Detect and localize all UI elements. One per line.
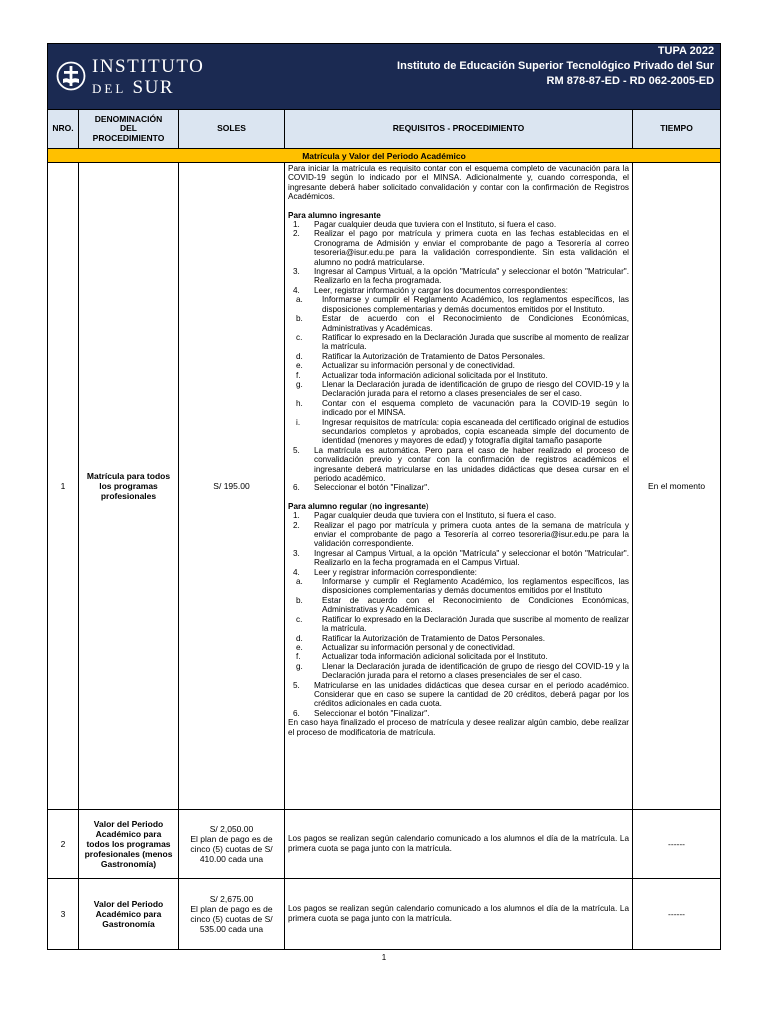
list-item-text: Ingresar al Campus Virtual, a la opción "Matrícula" y seleccionar el botón "Matricular". Realizarlo en la fecha programada. — [314, 267, 629, 286]
procedure-cost — [179, 810, 285, 879]
institute-logo — [56, 56, 216, 98]
table-row — [48, 810, 721, 879]
page-number: 1 — [381, 953, 387, 962]
requirements-intro: Para iniciar la matrícula es requisito contar con el esquema completo de vacunación para la COVID-19 según lo indicado por el MINSA. Adicionalmente y, cuando corresponda, el ingresante deberá haber solicitado convalidación y contar con la confirmación de Registros Académicos. — [288, 164, 629, 202]
list-item — [288, 371, 629, 380]
list-item-marker: e. — [296, 361, 303, 371]
list-item — [288, 380, 629, 399]
procedure-requirements: Los pagos se realizan según calendario comunicado a los alumnos el día de la matrícula. La primera cuota se paga junto con la matrícula. — [285, 810, 633, 879]
list-item-marker: f. — [296, 652, 301, 662]
list-item — [288, 399, 629, 418]
logo-text-del-sur — [92, 77, 174, 99]
list-item — [288, 361, 629, 370]
list-item — [288, 568, 629, 577]
procedure-cost: S/ 195.00 — [179, 163, 285, 810]
cost-detail: El plan de pago es de cinco (5) cuotas de S/ 535.00 cada una — [190, 904, 273, 934]
list-item — [288, 314, 629, 333]
header-institute-name: Instituto de Educación Superior Tecnológico Privado del Sur — [397, 60, 715, 72]
list-item-marker: 3. — [293, 267, 300, 277]
list-item-text: Realizar el pago por matrícula y primera cuota antes de la semana de matrícula y enviar el comprobante de pago a Tesorería al correo tesoreria@isur.edu.pe para la validación correspondiente. — [314, 520, 629, 549]
cross-book-icon — [56, 60, 86, 92]
list-item-text: Seleccionar el botón "Finalizar". — [314, 708, 430, 718]
list-item — [288, 652, 629, 661]
list-item-text: Ingresar al Campus Virtual, a la opción "Matrícula" y seleccionar el botón "Matricular". Realizarlo en la fecha programada en el Campus Virtual. — [314, 548, 629, 568]
list-item — [288, 333, 629, 352]
list-item — [288, 220, 629, 229]
list-item — [288, 662, 629, 681]
row-number: 2 — [48, 810, 79, 879]
list-item-text: Estar de acuerdo con el Reconocimiento de Condiciones Económicas, Administrativas y Académicas. — [322, 314, 629, 333]
procedure-requirements — [285, 163, 633, 810]
table-row — [48, 163, 721, 810]
col-requisitos: REQUISITOS - PROCEDIMIENTO — [285, 110, 633, 149]
list-item — [288, 511, 629, 520]
list-item — [288, 549, 629, 568]
requirements-closing: En caso haya finalizado el proceso de matrícula y desee realizar algún cambio, debe realizar el proceso de modificatoria de matrícula. — [288, 718, 629, 737]
list-item-marker: 3. — [293, 548, 300, 558]
list-item-marker: c. — [296, 614, 303, 624]
list-item — [288, 521, 629, 549]
regular-substeps — [288, 577, 629, 680]
list-item — [288, 267, 629, 286]
list-item-text: Seleccionar el botón "Finalizar". — [314, 483, 430, 493]
list-item — [288, 577, 629, 596]
row-number: 3 — [48, 879, 79, 950]
ingresante-steps — [288, 220, 629, 295]
list-item — [288, 634, 629, 643]
regular-title: Para alumno regular (no ingresante) — [288, 501, 429, 511]
list-item-marker: 1. — [293, 511, 300, 521]
procedure-name: Matrícula para todos los programas profesionales — [79, 163, 179, 810]
list-item-marker: 5. — [293, 680, 300, 690]
logo-text-sur: SUR — [132, 77, 174, 98]
col-soles: SOLES — [179, 110, 285, 149]
list-item-marker: e. — [296, 642, 303, 652]
ingresante-substeps — [288, 295, 629, 446]
list-item-text: Pagar cualquier deuda que tuviera con el Instituto, si fuera el caso. — [314, 511, 557, 521]
list-item-text: Ingresar requisitos de matrícula: copia escaneada del certificado original de estudios secundarios completos y aprobados, copia escaneada simple del documento de identidad (menores y mayores de edad) y fotografía digital tamaño pasaporte — [322, 417, 629, 446]
col-tiempo: TIEMPO — [633, 110, 721, 149]
list-item-marker: 1. — [293, 220, 300, 230]
regular-steps — [288, 511, 629, 577]
cost-amount: S/ 2,050.00 — [209, 824, 254, 834]
ingresante-steps-final — [288, 446, 629, 493]
column-header-row — [48, 110, 721, 149]
list-item-text: Actualizar toda información adicional solicitada por el Instituto. — [322, 370, 548, 380]
list-item — [288, 418, 629, 446]
list-item-text: Ratificar la Autorización de Tratamiento de Datos Personales. — [322, 351, 545, 361]
list-item — [288, 596, 629, 615]
list-item-marker: g. — [296, 379, 303, 389]
list-item-text: Ratificar lo expresado en la Declaración Jurada que suscribe al momento de realizar la matrícula. — [322, 332, 629, 352]
list-item-text: Informarse y cumplir el Reglamento Académico, los reglamentos específicos, las disposiciones complementarias y demás documentos emitidos por el Instituto. — [322, 295, 629, 314]
logo-text-del: DEL — [92, 81, 127, 96]
procedure-time: En el momento — [633, 163, 721, 810]
table-row — [48, 879, 721, 950]
list-item — [288, 681, 629, 709]
list-item-text: Actualizar su información personal y de conectividad. — [322, 361, 515, 371]
header-tupa: TUPA 2022 — [657, 45, 715, 57]
list-item-text: Actualizar toda información adicional solicitada por el Instituto. — [322, 652, 548, 662]
list-item-marker: f. — [296, 370, 301, 380]
list-item-marker: 2. — [293, 520, 300, 530]
list-item — [288, 483, 629, 492]
list-item-text: Ratificar lo expresado en la Declaración Jurada que suscribe al momento de realizar la matrícula. — [322, 614, 629, 634]
list-item-text: Leer y registrar información correspondiente: — [314, 567, 477, 577]
procedure-name: Valor del Periodo Académico para Gastronomía — [79, 879, 179, 950]
list-item-text: Llenar la Declaración jurada de identificación de grupo de riesgo del COVID-19 y la Declaración jurada para el retorno a clases presenciales de ser el caso. — [322, 379, 629, 399]
list-item-marker: c. — [296, 332, 303, 342]
list-item-marker: d. — [296, 351, 303, 361]
list-item-marker: b. — [296, 314, 303, 324]
list-item-marker: 5. — [293, 445, 300, 455]
list-item-text: Leer, registrar información y cargar los documentos correspondientes: — [314, 285, 568, 295]
list-item — [288, 286, 629, 295]
list-item-marker: g. — [296, 661, 303, 671]
list-item-text: Actualizar su información personal y de conectividad. — [322, 642, 515, 652]
list-item-text: Matricularse en las unidades didácticas que desea cursar en el periodo académico. Considerar que en caso se supere la cantidad de 20 créditos, deberá pagar por los créditos adicionales en cada cuota. — [314, 680, 629, 709]
list-item-marker: d. — [296, 633, 303, 643]
logo-text-instituto: INSTITUTO — [92, 56, 205, 77]
header-resolution: RM 878-87-ED - RD 062-2005-ED — [546, 75, 715, 87]
list-item-marker: i. — [296, 417, 301, 427]
header-titles — [397, 44, 714, 89]
procedure-requirements: Los pagos se realizan según calendario comunicado a los alumnos el día de la matrícula. La primera cuota se paga junto con la matrícula. — [285, 879, 633, 950]
ingresante-title: Para alumno ingresante — [288, 210, 381, 220]
list-item-marker: 4. — [293, 285, 300, 295]
regular-steps-final — [288, 681, 629, 719]
list-item — [288, 615, 629, 634]
list-item-marker: b. — [296, 595, 303, 605]
list-item-text: Realizar el pago por matrícula y primera cuota en las fechas establecidas en el Cronograma de Admisión y enviar el comprobante de pago a Tesorería al correo tesoreria@isur.edu.pe para la validación correspondiente. Sin esta validación el alumno no podrá matricularse. — [314, 229, 629, 267]
tupa-table — [47, 43, 721, 950]
list-item — [288, 295, 629, 314]
list-item-marker: a. — [296, 295, 303, 305]
cost-detail: El plan de pago es de cinco (5) cuotas de S/ 410.00 cada una — [190, 834, 273, 864]
col-nro: NRO. — [48, 110, 79, 149]
list-item-text: Llenar la Declaración jurada de identificación de grupo de riesgo del COVID-19 y la Declaración jurada para el retorno a clases presenciales de ser el caso. — [322, 661, 629, 681]
list-item-text: Pagar cualquier deuda que tuviera con el Instituto, si fuera el caso. — [314, 220, 557, 230]
list-item — [288, 709, 629, 718]
list-item — [288, 446, 629, 484]
list-item-text: La matrícula es automática. Pero para el caso de haber realizado el proceso de convalidación previo y contar con la confirmación de registros académicos el ingresante deberá matricularse en las unidades didácticas que desea cursar en el periodo académico. — [314, 445, 629, 483]
list-item-text: Estar de acuerdo con el Reconocimiento de Condiciones Económicas, Administrativas y Académicas. — [322, 595, 629, 615]
procedure-cost — [179, 879, 285, 950]
list-item-text: Ratificar la Autorización de Tratamiento de Datos Personales. — [322, 633, 545, 643]
col-denominacion: DENOMINACIÓN DEL PROCEDIMIENTO — [79, 110, 179, 149]
list-item — [288, 229, 629, 267]
list-item-text: Informarse y cumplir el Reglamento Académico, los reglamentos específicos, las disposiciones complementarias y demás documentos emitidos por el Instituto — [322, 577, 629, 596]
row-number: 1 — [48, 163, 79, 810]
list-item-marker: 4. — [293, 567, 300, 577]
section-title: Matrícula y Valor del Periodo Académico — [48, 149, 721, 163]
list-item-marker: a. — [296, 577, 303, 587]
list-item-text: Contar con el esquema completo de vacunación para la COVID-19 según lo indicado por el MINSA. — [322, 398, 629, 418]
procedure-time: ------ — [633, 879, 721, 950]
section-row — [48, 149, 721, 163]
list-item-marker: 2. — [293, 229, 300, 239]
tupa-document — [47, 43, 720, 950]
cost-amount: S/ 2,675.00 — [209, 894, 254, 904]
procedure-name: Valor del Periodo Académico para todos los programas profesionales (menos Gastronomía) — [79, 810, 179, 879]
list-item — [288, 352, 629, 361]
procedure-time: ------ — [633, 810, 721, 879]
list-item — [288, 643, 629, 652]
list-item-marker: h. — [296, 398, 303, 408]
list-item-marker: 6. — [293, 708, 300, 718]
document-header — [48, 44, 721, 110]
list-item-marker: 6. — [293, 483, 300, 493]
